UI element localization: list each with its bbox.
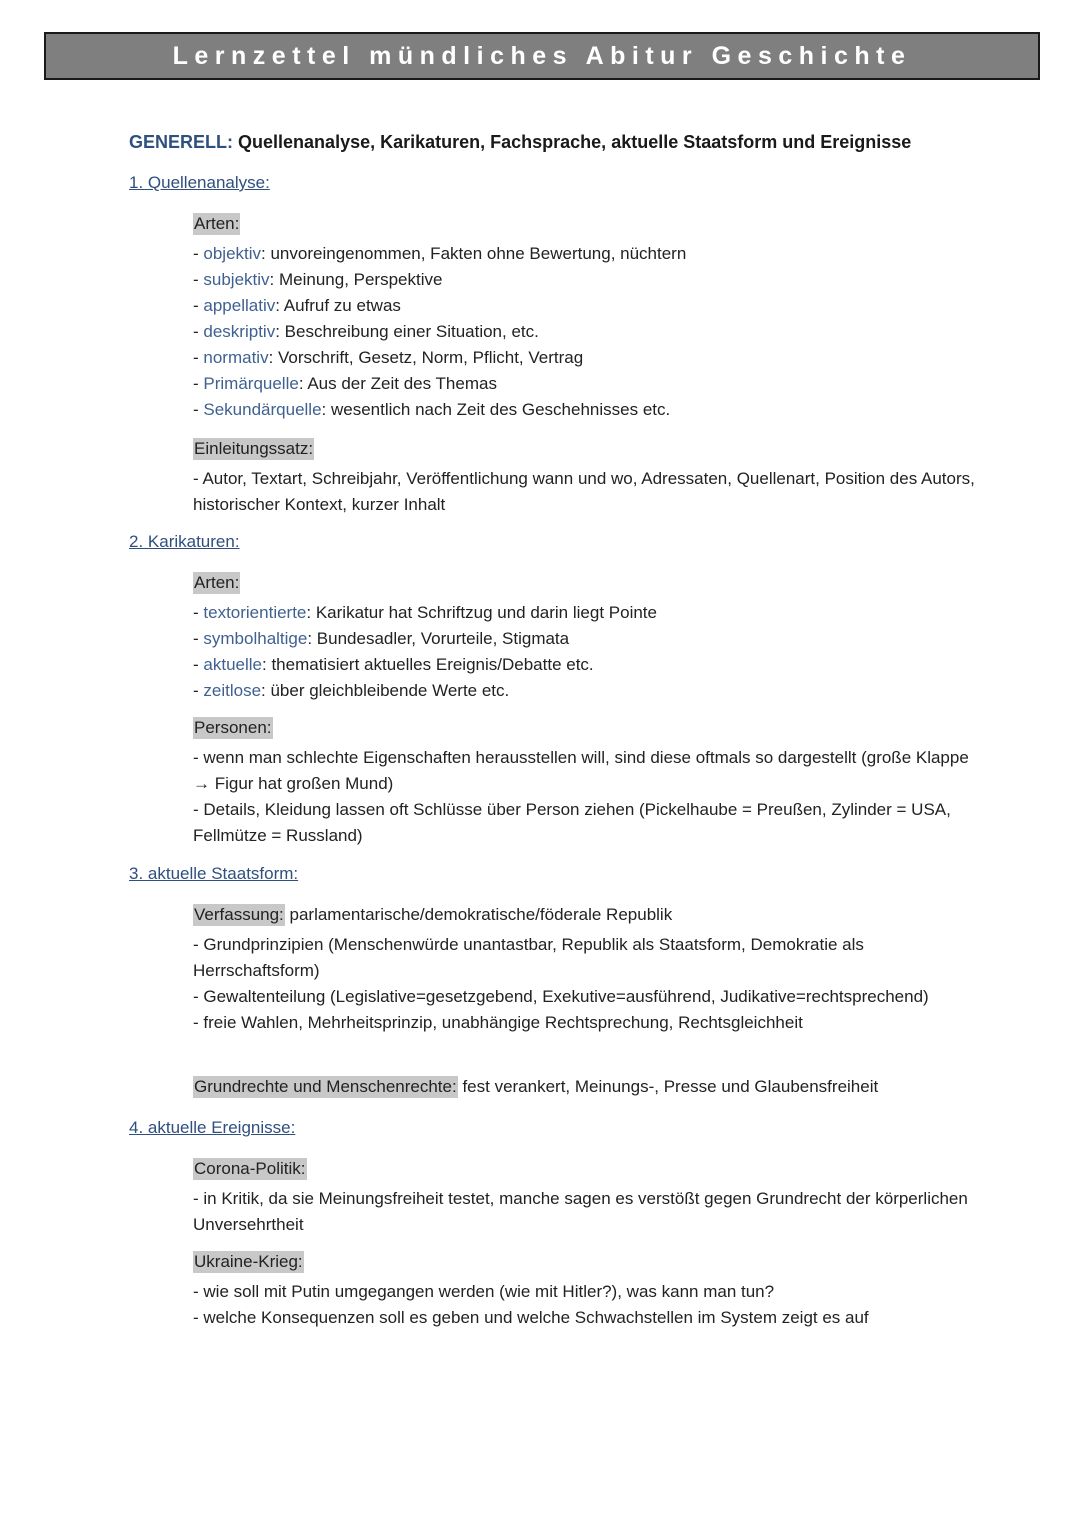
list-item: - Primärquelle: Aus der Zeit des Themas bbox=[193, 374, 497, 393]
section-heading-karikaturen: 2. Karikaturen: bbox=[129, 532, 240, 551]
title-bar bbox=[44, 32, 1040, 80]
term-desc: : Vorschrift, Gesetz, Norm, Pflicht, Vertrag bbox=[268, 348, 584, 367]
term-desc: : Karikatur hat Schriftzug und darin liegt Pointe bbox=[306, 603, 657, 622]
list-item: - appellativ: Aufruf zu etwas bbox=[193, 296, 401, 315]
subheading-einleitungssatz: Einleitungssatz: bbox=[194, 439, 314, 458]
subheading-arten: Arten: bbox=[194, 214, 240, 233]
term-desc: : wesentlich nach Zeit des Geschehnisses etc. bbox=[321, 400, 671, 419]
section-heading-quellenanalyse: 1. Quellenanalyse: bbox=[129, 173, 270, 192]
list-item: - textorientierte: Karikatur hat Schriftzug und darin liegt Pointe bbox=[193, 603, 657, 622]
paragraph: - Grundprinzipien (Menschenwürde unantastbar, Republik als Staatsform, Demokratie als Herrschaftsform) bbox=[193, 935, 864, 980]
personen-block bbox=[193, 715, 983, 849]
paragraph: - wie soll mit Putin umgegangen werden (wie mit Hitler?), was kann man tun? bbox=[193, 1282, 775, 1301]
list-item: - deskriptiv: Beschreibung einer Situation, etc. bbox=[193, 322, 539, 341]
list-item: - normativ: Vorschrift, Gesetz, Norm, Pflicht, Vertrag bbox=[193, 348, 584, 367]
term: objektiv bbox=[203, 244, 262, 263]
list-item: - objektiv: unvoreingenommen, Fakten ohne Bewertung, nüchtern bbox=[193, 244, 687, 263]
paragraph: - wenn man schlechte Eigenschaften herausstellen will, sind diese oftmals so dargestellt (große Klappe → Figur hat großen Mund) bbox=[193, 748, 969, 793]
verfassung-block bbox=[193, 902, 983, 1036]
general-label: GENERELL: bbox=[129, 132, 234, 152]
list-item: - symbolhaltige: Bundesadler, Vorurteile, Stigmata bbox=[193, 629, 570, 648]
paragraph: - Details, Kleidung lassen oft Schlüsse über Person ziehen (Pickelhaube = Preußen, Zylinder = USA, Fellmütze = Russland) bbox=[193, 800, 951, 845]
document-title: Lernzettel mündliches Abitur Geschichte bbox=[172, 41, 912, 70]
term: subjektiv bbox=[203, 270, 270, 289]
grundrechte-text: fest verankert, Meinungs-, Presse und Glaubensfreiheit bbox=[457, 1077, 879, 1096]
list-item: - subjektiv: Meinung, Perspektive bbox=[193, 270, 443, 289]
subheading-verfassung: Verfassung: bbox=[194, 905, 284, 924]
paragraph: - in Kritik, da sie Meinungsfreiheit testet, manche sagen es verstößt gegen Grundrecht der körperlichen Unversehrtheit bbox=[193, 1189, 968, 1234]
term: normativ bbox=[203, 348, 269, 367]
term: textorientierte bbox=[203, 603, 307, 622]
paragraph: - Gewaltenteilung (Legislative=gesetzgebend, Exekutive=ausführend, Judikative=rechtsprechend) bbox=[193, 987, 929, 1006]
list-item: - Sekundärquelle: wesentlich nach Zeit des Geschehnisses etc. bbox=[193, 400, 671, 419]
section-heading-staatsform: 3. aktuelle Staatsform: bbox=[129, 864, 299, 883]
subheading-arten: Arten: bbox=[194, 573, 240, 592]
paragraph: - freie Wahlen, Mehrheitsprinzip, unabhängige Rechtsprechung, Rechtsgleichheit bbox=[193, 1013, 803, 1032]
einleitung-block bbox=[193, 436, 983, 518]
list-item: - zeitlose: über gleichbleibende Werte etc. bbox=[193, 681, 510, 700]
term: Sekundärquelle bbox=[203, 400, 322, 419]
term: Primärquelle bbox=[203, 374, 299, 393]
corona-block bbox=[193, 1156, 983, 1238]
term-desc: : Beschreibung einer Situation, etc. bbox=[275, 322, 539, 341]
paragraph: - Autor, Textart, Schreibjahr, Veröffentlichung wann und wo, Adressaten, Quellenart, Position des Autors, historischer Kontext, kurzer Inhalt bbox=[193, 469, 975, 514]
term: zeitlose bbox=[203, 681, 262, 700]
term-desc: : Meinung, Perspektive bbox=[269, 270, 443, 289]
section-heading-ereignisse: 4. aktuelle Ereignisse: bbox=[129, 1118, 296, 1137]
grundrechte-block bbox=[193, 1074, 983, 1104]
ukraine-block bbox=[193, 1249, 983, 1331]
list-item: - aktuelle: thematisiert aktuelles Ereignis/Debatte etc. bbox=[193, 655, 594, 674]
term-desc: : Bundesadler, Vorurteile, Stigmata bbox=[307, 629, 570, 648]
term-desc: : Aus der Zeit des Themas bbox=[298, 374, 497, 393]
term: deskriptiv bbox=[203, 322, 276, 341]
subheading-grundrechte: Grundrechte und Menschenrechte: bbox=[194, 1077, 457, 1096]
term-desc: : Aufruf zu etwas bbox=[275, 296, 401, 315]
quellen-arten-block bbox=[193, 211, 983, 423]
term: aktuelle bbox=[203, 655, 262, 674]
general-line bbox=[129, 132, 911, 153]
paragraph: - welche Konsequenzen soll es geben und welche Schwachstellen im System zeigt es auf bbox=[193, 1308, 869, 1327]
verfassung-text: parlamentarische/demokratische/föderale Republik bbox=[284, 905, 673, 924]
term-desc: : unvoreingenommen, Fakten ohne Bewertung, nüchtern bbox=[261, 244, 687, 263]
karikaturen-arten-block bbox=[193, 570, 983, 704]
term: symbolhaltige bbox=[203, 629, 308, 648]
term-desc: : thematisiert aktuelles Ereignis/Debatte etc. bbox=[262, 655, 594, 674]
subheading-corona: Corona-Politik: bbox=[194, 1159, 306, 1178]
term: appellativ bbox=[203, 296, 276, 315]
general-text: Quellenanalyse, Karikaturen, Fachsprache, aktuelle Staatsform und Ereignisse bbox=[238, 132, 912, 152]
subheading-ukraine: Ukraine-Krieg: bbox=[194, 1252, 303, 1271]
subheading-personen: Personen: bbox=[194, 718, 272, 737]
term-desc: : über gleichbleibende Werte etc. bbox=[261, 681, 510, 700]
